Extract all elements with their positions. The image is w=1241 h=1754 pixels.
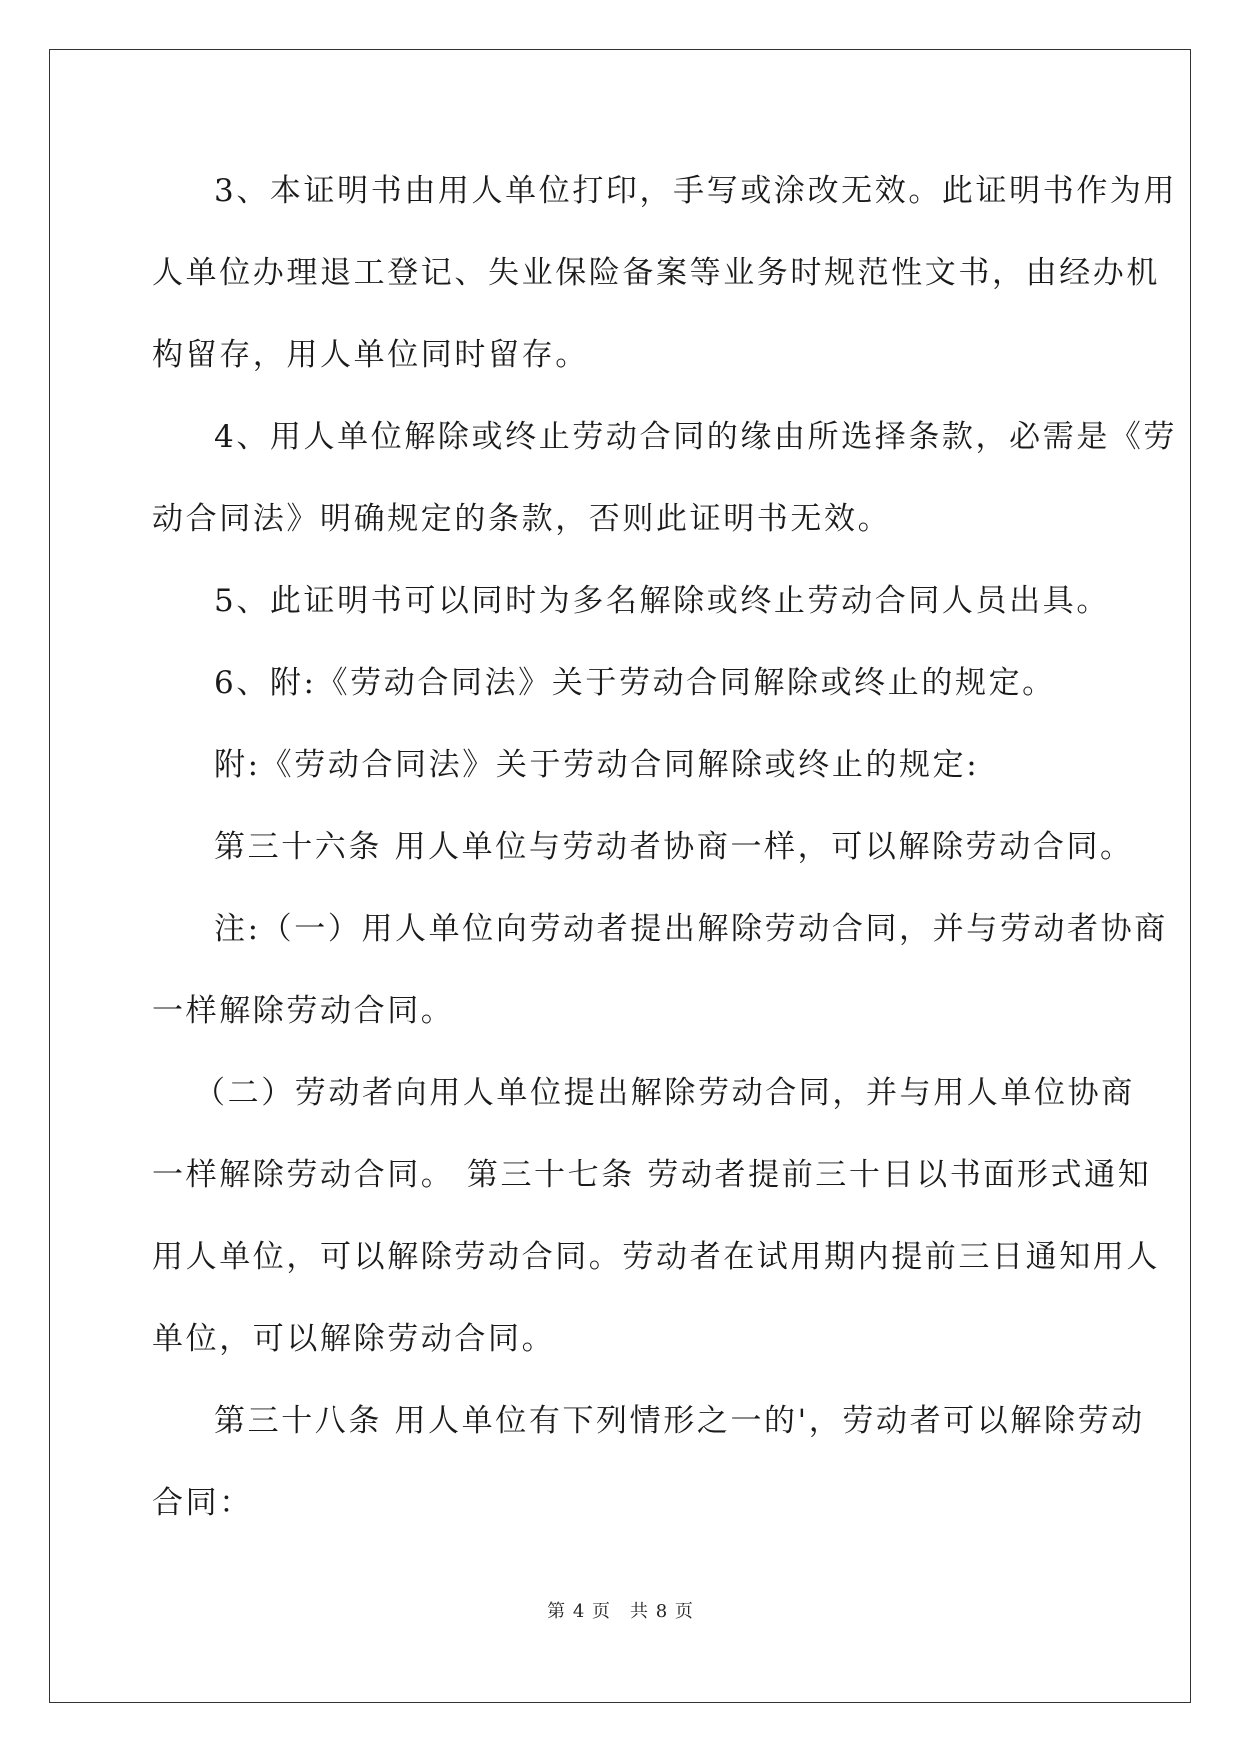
paragraph-line: 一样解除劳动合同。 (152, 993, 455, 1029)
paragraph-line: 单位，可以解除劳动合同。 (152, 1321, 556, 1357)
paragraph-line: 人单位办理退工登记、失业保险备案等业务时规范性文书，由经办机 (152, 255, 1160, 291)
paragraph-line: 动合同法》明确规定的条款，否则此证明书无效。 (152, 501, 892, 537)
page-number-footer: 第 4 页 共 8 页 (547, 1601, 694, 1622)
paragraph-line: 3、本证明书由用人单位打印，手写或涂改无效。此证明书作为用 (214, 173, 1178, 209)
article-heading-line: 第三十八条 用人单位有下列情形之一的'，劳动者可以解除劳动 (214, 1403, 1145, 1439)
paragraph-line: 用人单位，可以解除劳动合同。劳动者在试用期内提前三日通知用人 (152, 1239, 1160, 1275)
paragraph-line: 5、此证明书可以同时为多名解除或终止劳动合同人员出具。 (214, 583, 1110, 619)
paragraph-line: 构留存，用人单位同时留存。 (152, 337, 589, 373)
paragraph-line: （二）劳动者向用人单位提出解除劳动合同，并与用人单位协商 (194, 1075, 1135, 1111)
document-body (152, 160, 1178, 1554)
paragraph-line: 4、用人单位解除或终止劳动合同的缘由所选择条款，必需是《劳 (214, 419, 1178, 455)
article-heading-line: 第三十六条 用人单位与劳动者协商一样，可以解除劳动合同。 (214, 829, 1134, 865)
paragraph-line: 注:（一）用人单位向劳动者提出解除劳动合同，并与劳动者协商 (214, 911, 1168, 947)
paragraph-line: 附:《劳动合同法》关于劳动合同解除或终止的规定: (214, 747, 980, 783)
paragraph-line: 6、附:《劳动合同法》关于劳动合同解除或终止的规定。 (214, 665, 1056, 701)
paragraph-line: 一样解除劳动合同。 第三十七条 劳动者提前三十日以书面形式通知 (152, 1157, 1152, 1193)
paragraph-line: 合同： (152, 1485, 253, 1521)
